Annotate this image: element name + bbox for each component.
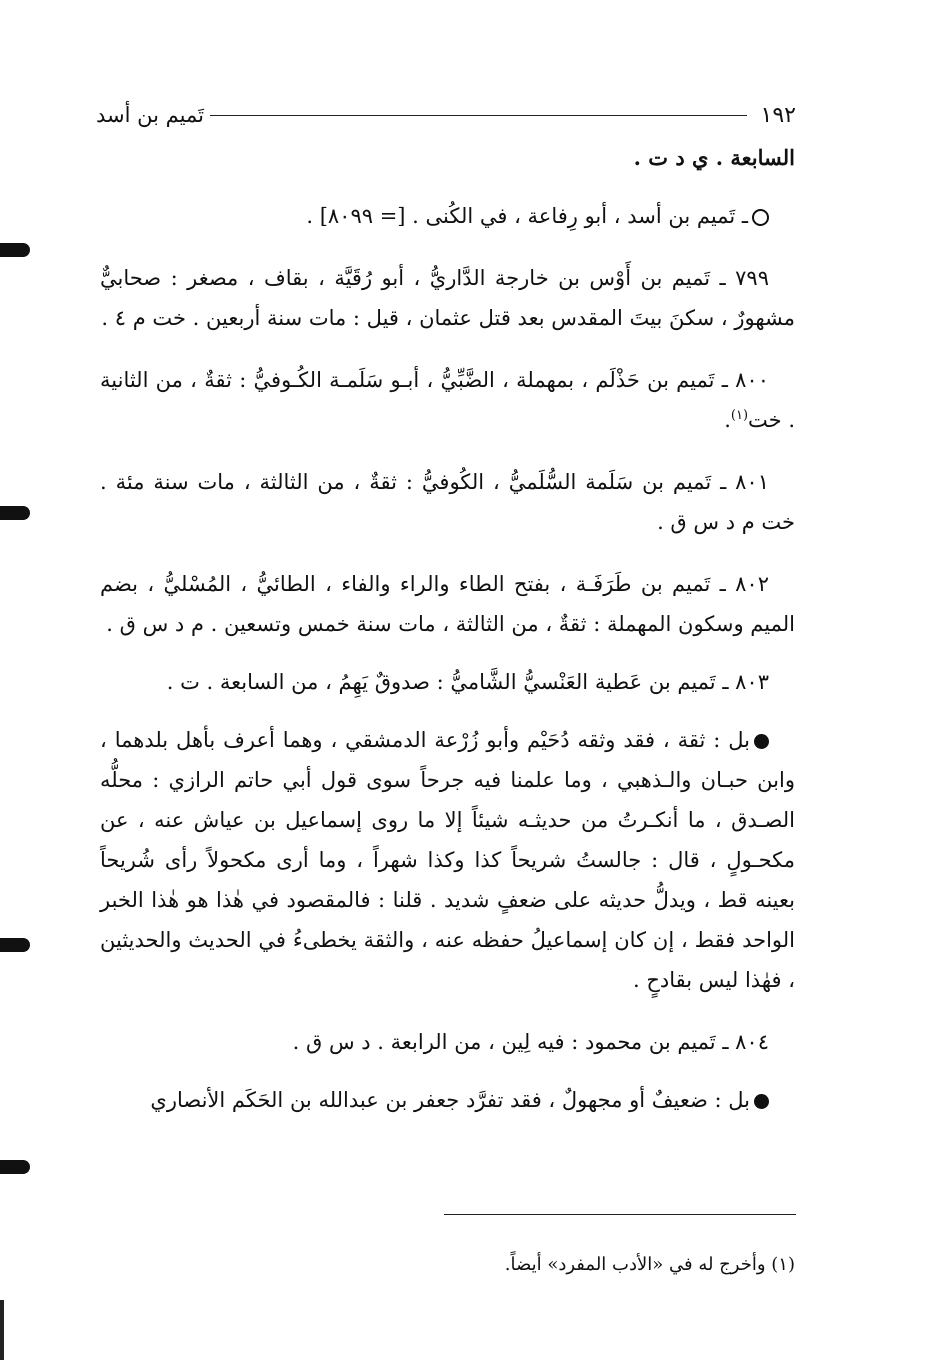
scan-edge [0,1300,4,1360]
editors-note: بل : ضعيفٌ أو مجهولٌ ، فقد تفرَّد جعفر بن عبدالله بن الحَكَم الأنصاري [100,1080,795,1120]
entry-799: ٧٩٩ ـ تَميم بن أَوْس بن خارجة الدَّاريُّ ، أبو رُقَيَّة ، بقاف ، مصغر : صحابيٌّ مشهورٌ ، سكنَ بيتَ المقدس بعد قتل عثمان ، قيل : مات سنة أربعين . خت م ٤ . [100,266,795,330]
running-title: تَميم بن أسد [96,103,204,127]
entry-802: ٨٠٢ ـ تَميم بن طَرَفَـة ، بفتح الطاء والراء والفاء ، الطائيُّ ، المُسْليُّ ، بضم الميم وسكون المهملة : ثقةٌ ، من الثالثة ، مات سنة خمس وتسعين . م د س ق . [100,572,795,636]
header-rule [210,115,747,116]
scan-mark [0,506,30,520]
bullet-icon [754,1094,769,1109]
scan-mark [0,243,30,257]
footnote-ref: (١) [730,408,749,423]
entry-803: ٨٠٣ ـ تَميم بن عَطية العَنْسيُّ الشَّاميُّ : صدوقٌ يَهِمُ ، من السابعة . ت . [166,670,769,694]
footnote-rule [444,1214,796,1215]
entry-801: ٨٠١ ـ تَميم بن سَلَمة السُّلَميُّ ، الكُوفيُّ : ثقةٌ ، من الثالثة ، مات سنة مئة . خت م د س ق . [100,470,795,534]
scan-mark [0,938,30,952]
bullet-icon [754,734,769,749]
scan-mark [0,1160,30,1174]
running-header [96,98,796,132]
page-body [100,138,795,1134]
entry-800: ٨٠٠ ـ تَميم بن حَذْلَم ، بمهملة ، الضَّبِّيُّ ، أبـو سَلَمـة الكُـوفيُّ : ثقةٌ ، من الثانية . خت$^{(١)}$. [100,368,795,432]
footnote: (١) وأخرج له في «الأدب المفرد» أيضاً. [504,1254,795,1275]
circle-icon [752,209,769,226]
entry-continuation: السابعة . ي د ت . [633,145,795,170]
editors-note: بل : ثقة ، فقد وثقه دُحَيْم وأبو زُرْعة الدمشقي ، وهما أعرف بأهل بلدهما ، وابن حبـان والـذهبي ، وما علمنا فيه جرحاً سوى قول أبي حاتم الرازي : محلُّه الصـدق ، ما أنكـرتُ من حديثـه شيئاً إلا ما روى إسماعيل بن عياش عنه ، عن مكحـولٍ ، قال : جالستُ شريحاً كذا وكذا شهراً ، وما أرى مكحولاً رأى شُريحاً بعينه قط ، ويدلُّ حديثه على ضعفٍ شديد . قلنا : فالمقصود في هٰذا هو هٰذا الخبر الواحد فقط ، إن كان إسماعيلُ حفظه عنه ، والثقة يخطىءُ في الحديث والحديثين ، فهٰذا ليس بقادحٍ . [100,728,795,992]
entry-804: ٨٠٤ ـ تَميم بن محمود : فيه لِين ، من الرابعة . د س ق . [292,1030,769,1054]
page-number: ١٩٢ [760,102,796,128]
entry-cross-reference: ـ تَميم بن أسد ، أبو رِفاعة ، في الكُنى . [= ٨٠٩٩] . [100,196,795,236]
